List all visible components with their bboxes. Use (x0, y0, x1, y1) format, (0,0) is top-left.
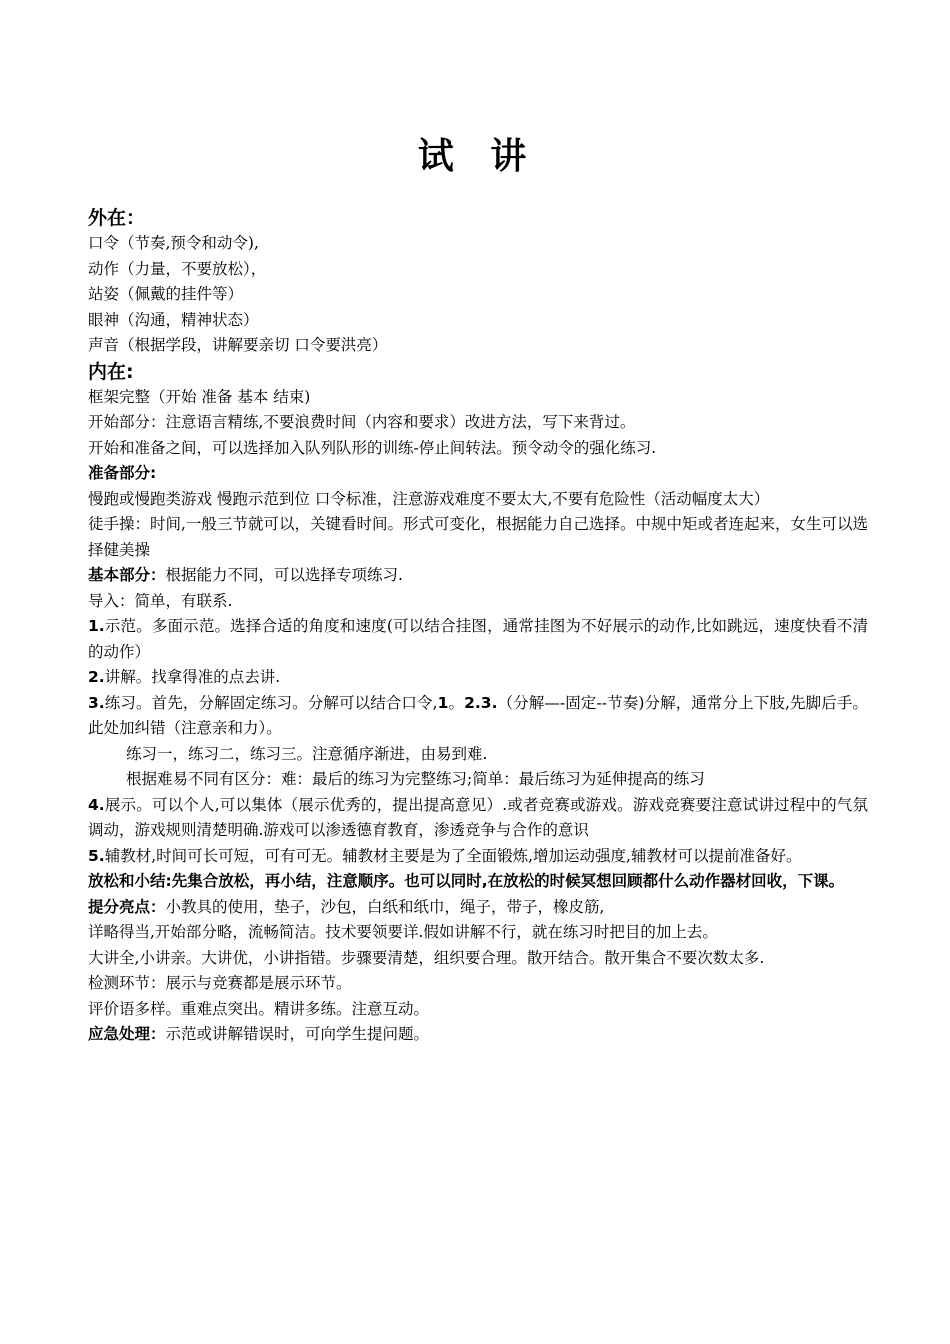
emergency-section (88, 1022, 868, 1048)
step-5 (88, 844, 868, 870)
step-1 (88, 614, 868, 665)
prep-jog: 慢跑或慢跑类游戏 慢跑示范到位 口令标准，注意游戏难度不要太大,不要有危险性（活动幅度太大） (88, 489, 770, 508)
highlights-line: 大讲全,小讲亲。大讲优，小讲指错。步骤要清楚，组织要合理。散开结合。散开集合不要次数太多. (88, 948, 765, 967)
step-text: 辅教材,时间可长可短，可有可无。辅教材主要是为了全面锻炼,增加运动强度,辅教材可以提前准备好。 (104, 846, 802, 865)
step-text: 练习。首先，分解固定练习。分解可以结合口令, (104, 693, 438, 712)
basic-text: 根据能力不同，可以选择专项练习. (165, 566, 403, 584)
basic-label: 基本部分： (88, 566, 166, 584)
inner-heading: 内在: (88, 360, 134, 383)
outer-heading: 外在： (88, 207, 146, 229)
step-3 (88, 691, 868, 742)
step-text: 讲解。找拿得准的点去讲. (104, 668, 281, 686)
outer-item: 眼神（沟通，精神状态） (88, 310, 259, 329)
step-number: 2. (88, 668, 105, 686)
highlights-line: 检测环节：展示与竞赛都是展示环节。 (88, 974, 352, 992)
highlights-text: 小教具的使用，垫子，沙包，白纸和纸巾，绳子，带子，橡皮筋, (165, 897, 605, 916)
difficulty-note: 根据难易不同有区分：难：最后的练习为完整练习;简单：最后练习为延伸提高的练习 (126, 770, 705, 788)
step-number: 3. (88, 693, 105, 712)
step-number: 1 (437, 693, 449, 712)
document-title: 试 讲 (417, 136, 539, 177)
basic-intro: 导入：简单，有联系. (88, 591, 233, 610)
step-2 (88, 665, 868, 691)
basic-section (88, 563, 868, 589)
inner-start: 开始部分：注意语言精练,不要浪费时间（内容和要求）改进方法，写下来背过。 (88, 413, 636, 431)
step-number: 4. (88, 795, 105, 814)
outer-item: 动作（力量，不要放松）， (88, 259, 267, 278)
step-4 (88, 793, 868, 844)
step-number: 2.3. (464, 693, 498, 712)
step-text: 。 (448, 693, 465, 712)
emergency-label: 应急处理： (88, 1025, 166, 1043)
exercise-note: 练习一，练习二，练习三。注意循序渐进，由易到难. (126, 744, 488, 763)
outer-item: 声音（根据学段，讲解要亲切 口令要洪亮） (88, 336, 388, 354)
highlights-line: 详略得当,开始部分略，流畅简洁。技术要领要详.假如讲解不行，就在练习时把目的加上去。 (88, 923, 718, 941)
prep-freehand: 徒手操：时间,一般三节就可以，关键看时间。形式可变化，根据能力自己选择。中规中矩或者连起来，女生可以选择健美操 (88, 515, 868, 559)
inner-framework: 框架完整（开始 准备 基本 结束) (88, 387, 311, 406)
step-number: 5. (88, 846, 105, 865)
relax-summary: 放松和小结:先集合放松，再小结，注意顺序。也可以同时,在放松的时候冥想回顾都什么动作器材回收，下课。 (88, 872, 845, 890)
step-text: （分解—-固定--节奏)分解，通常分上下肢,先脚后手。此处加纠错（注意亲和力）。 (88, 693, 868, 737)
step-text: 示范。多面示范。选择合适的角度和速度(可以结合挂图，通常挂图为不好展示的动作,比如跳远，速度快看不清的动作） (88, 617, 868, 661)
outer-item: 站姿（佩戴的挂件等） (88, 285, 244, 303)
highlights-section (88, 895, 868, 921)
inner-start-prep: 开始和准备之间，可以选择加入队列队形的训练-停止间转法。预令动令的强化练习. (88, 438, 657, 457)
outer-item: 口令（节奏,预令和动令), (88, 234, 259, 252)
emergency-text: 示范或讲解错误时，可向学生提问题。 (165, 1025, 430, 1043)
step-text: 展示。可以个人,可以集体（展示优秀的，提出提高意见）.或者竞赛或游戏。游戏竞赛要注意试讲过程中的气氛调动，游戏规则清楚明确.游戏可以渗透德育教育，渗透竞争与合作的意识 (88, 795, 868, 839)
highlights-line: 评价语多样。重难点突出。精讲多练。注意互动。 (88, 999, 430, 1018)
prep-heading: 准备部分: (88, 464, 157, 482)
highlights-label: 提分亮点： (88, 897, 166, 916)
step-number: 1. (88, 617, 105, 635)
document-page (88, 120, 868, 1048)
